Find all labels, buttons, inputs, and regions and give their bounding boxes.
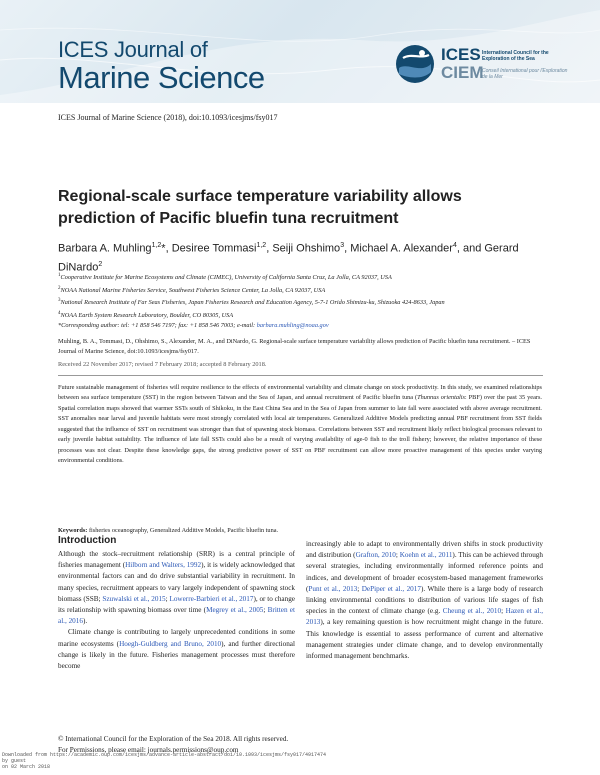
ices-globe-logo-icon bbox=[395, 44, 435, 84]
author-name: , Desiree Tommasi bbox=[165, 242, 257, 255]
org-name-en: International Council for the Exploration of the Sea bbox=[482, 50, 549, 62]
section-heading-introduction: Introduction bbox=[58, 535, 117, 546]
org-name-fr: Conseil International pour l'Exploration de la Mer bbox=[482, 68, 568, 80]
author-name: , and Gerard DiNardo bbox=[58, 242, 519, 274]
affiliations bbox=[58, 271, 558, 322]
author-name: , Michael A. Alexander bbox=[344, 242, 453, 255]
abstract: Future sustainable management of fisheries will require resilience to the effects of environmental variability and climate change on stock productivity. In this study, we examined relationships between sea surface temperature (SST) in the region between Taiwan and the Sea of Japan, and annual recruitment of Pacific bluefin tuna (Thunnus orientalis: PBF) over the past 35 years. Spatial correlation maps showed that warmer SSTs south of Shikoku, in the East China Sea and in the Sea of Japan from summer to late fall were associated with above average recruitment. SST anomalies near larval and juvenile habitats were most strongly correlated with local air temperatures. Generalized Additive Models predicting annual PBF recruitment from SST fields suggested that the influence of SST on recruitment was stronger than that of spawning stock biomass. Correlations between SST and recruitment likely reflect biological processes relevant to early juvenile habitat suitability. The influence of late fall SSTs could also be a result of varying availability of age-0 fish to the troll fishery; however, the relative importance of these processes was not clear. Despite these knowledge gaps, the strong predictive power of SST on PBF recruitment can allow more proactive management of this species under varying environmental conditions. bbox=[58, 384, 542, 465]
reference-link[interactable]: Britten et al., 2016 bbox=[58, 606, 295, 626]
reference-link[interactable]: Megrey et al., 2005 bbox=[206, 606, 264, 615]
author-affil-sup: 2 bbox=[98, 260, 103, 268]
reference-link[interactable]: Lowerre-Barbieri et al., 2017 bbox=[169, 594, 254, 603]
author-affil-sup: 3 bbox=[340, 242, 345, 249]
species-name: Thunnus orientalis bbox=[417, 394, 465, 402]
paragraph: Although the stock–recruitment relationship (SRR) is a central principle of fisheries management (Hilborn and Walters, 1992), it is widely acknowledged that environmental factors can and do drive substantial variability in recruitment. In many species, recruitment appears to vary largely independent of spawning stock biomass (SSB; Szuwalski et al., 2015; Lowerre-Barbieri et al., 2017), or to change its relationship with spawning biomass over time (Megrey et al., 2005; Britten et al., 2016). bbox=[58, 550, 295, 626]
author-affil-sup: 1,2 bbox=[256, 242, 267, 249]
reference-link[interactable]: Koehn et al., 2011 bbox=[399, 551, 453, 560]
author-name: , Seiji Ohshimo bbox=[266, 242, 341, 255]
corresponding-author: *Corresponding author: tel: +1 858 546 7197; fax: +1 858 546 7003; e-mail: barbara.muhling@noaa.gov bbox=[58, 322, 329, 329]
permissions-line: For Permissions, please email: journals.permissions@oup.com bbox=[58, 746, 239, 754]
corresponding-mark: * bbox=[161, 242, 166, 255]
intro-column-left bbox=[58, 549, 295, 672]
copyright-line: © International Council for the Exploration of the Sea 2018. All rights reserved. bbox=[58, 735, 289, 743]
download-watermark: Downloaded from https://academic.oup.com/icesjms/advance-article-abstract/doi/10.1093/icesjms/fsy017/4917474 by guest on 02 March 2018 bbox=[2, 752, 327, 770]
reference-link[interactable]: Cheung et al., 2010 bbox=[442, 607, 502, 616]
reference-link[interactable]: Hilborn and Walters, 1992 bbox=[125, 561, 202, 570]
affiliation-item: $^3$National Research Institute of Far Seas Fisheries, Japan Fisheries Research and Education Agency, 5-7-1 Orido Shimizu-ku, Shizuoka 424-8633, Japan bbox=[58, 298, 445, 307]
journal-banner bbox=[0, 0, 600, 103]
paragraph: increasingly able to adapt to environmentally driven shifts in stock productivity and distribution (Grafton, 2010; Koehn et al., 2011). This can be achieved through several strategies, including environmentally informed reference points and indices, and development of broader ecosystem-based management frameworks (Punt et al., 2013; DePiper et al., 2017). While there is a large body of research linking environmental conditions to distribution of various life stages of fish species in the context of climate change (e.g. Cheung et al., 2010; Hazen et al., 2013), a key remaining question is how recruitment might change in the future. This knowledge is essential to assess performance of current and alternative management strategies under climate change, and to develop environmentally informed management benchmarks. bbox=[306, 540, 544, 661]
reference-link[interactable]: Hoegh-Guldberg and Bruno, 2010 bbox=[119, 639, 222, 648]
paragraph: Climate change is contributing to largely unprecedented conditions in some marine ecosystems (Hoegh-Guldberg and Bruno, 2010), and further directional change is likely in the future. Fisheries management processes must therefore become bbox=[58, 628, 295, 671]
affiliation-item: $^1$Cooperative Institute for Marine Ecosystems and Climate (CIMEC), University of California Santa Cruz, La Jolla, CA 92037, USA bbox=[58, 273, 392, 282]
intro-column-right bbox=[306, 539, 543, 662]
reference-link[interactable]: Grafton, 2010 bbox=[355, 551, 396, 560]
author-name: Barbara A. Muhling bbox=[58, 242, 152, 255]
reference-link[interactable]: DePiper et al., 2017 bbox=[361, 584, 421, 593]
author-affil-sup: 4 bbox=[452, 242, 457, 249]
keywords: Keywords: fisheries oceanography, Generalized Additive Models, Pacific bluefin tuna. bbox=[58, 527, 279, 534]
journal-citation: ICES Journal of Marine Science (2018), doi:10.1093/icesjms/fsy017 bbox=[58, 113, 278, 122]
divider bbox=[58, 375, 543, 376]
reference-link[interactable]: Szuwalski et al., 2015 bbox=[102, 594, 166, 603]
affiliation-item: $^4$NOAA Earth System Research Laboratory, Boulder, CO 80305, USA bbox=[58, 311, 234, 320]
author-affil-sup: 1,2 bbox=[151, 242, 162, 249]
article-title: Regional-scale surface temperature variability allows prediction of Pacific bluefin tuna recruitment bbox=[58, 188, 462, 227]
affiliation-item: $^2$NOAA National Marine Fisheries Service, Southwest Fisheries Science Center, La Jolla, CA 92037, USA bbox=[58, 285, 326, 294]
cite-as: Muhling, B. A., Tommasi, D., Ohshimo, S., Alexander, M. A., and DiNardo, G. Regional-scale surface temperature variability allows prediction of Pacific bluefin tuna recruitment. – ICES Journal of Marine Science, doi:10.1093/icesjms/fsy017. bbox=[58, 338, 531, 355]
reference-link[interactable]: Hazen et al., 2013 bbox=[306, 607, 544, 627]
org-abbr: ICES bbox=[441, 45, 481, 64]
received-dates: Received 22 November 2017; revised 7 February 2018; accepted 8 February 2018. bbox=[58, 361, 267, 368]
reference-link[interactable]: Punt et al., 2013 bbox=[308, 584, 358, 593]
org-abbr-fr: CIEM bbox=[441, 63, 484, 82]
author-list bbox=[58, 238, 538, 275]
journal-title-line2: Marine Science bbox=[58, 60, 265, 95]
journal-title-line1: ICES Journal of bbox=[58, 37, 208, 62]
author-email-link[interactable]: barbara.muhling@noaa.gov bbox=[256, 322, 329, 329]
